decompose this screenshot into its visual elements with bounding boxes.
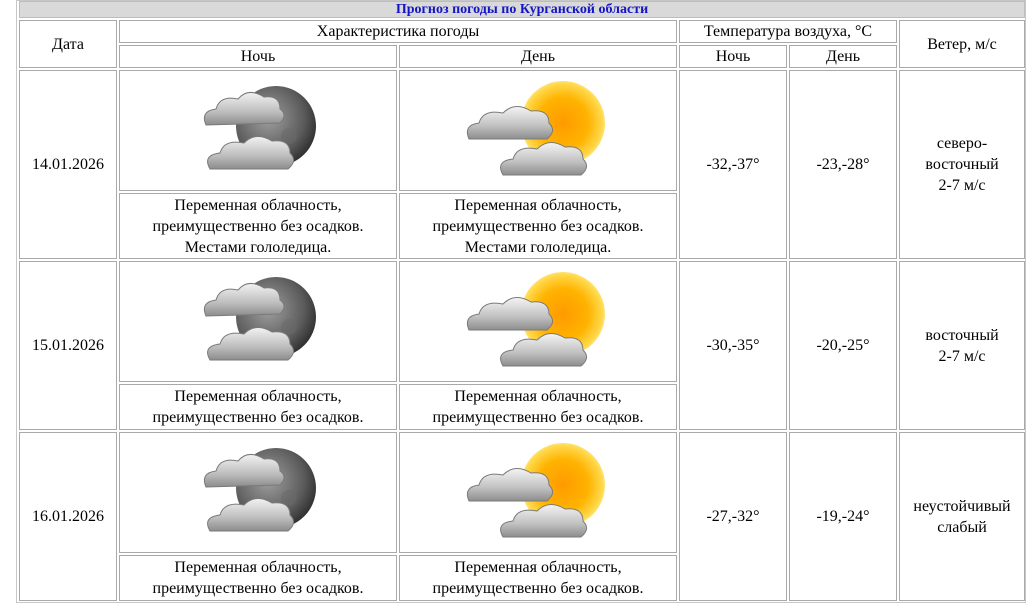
- night-weather-icon-cell: [119, 261, 397, 382]
- date-cell: 14.01.2026: [19, 70, 117, 259]
- temp-night-cell: -30,-35°: [679, 261, 787, 430]
- wind-cell: [899, 432, 1025, 601]
- date-cell: 15.01.2026: [19, 261, 117, 430]
- day-description-line: Местами гололедица.: [464, 238, 612, 256]
- day-description-line: преимущественно без осадков.: [432, 580, 644, 597]
- day-description: [399, 193, 677, 259]
- table-title: Прогноз погоды по Курганской области: [19, 1, 1025, 18]
- header-night: Ночь: [119, 45, 397, 68]
- header-day: День: [399, 45, 677, 68]
- night-description-line: Местами гололедица.: [184, 238, 332, 256]
- header-air-temperature: Температура воздуха, °C: [679, 20, 897, 43]
- temp-night-cell: -32,-37°: [679, 70, 787, 259]
- temp-night-cell: -27,-32°: [679, 432, 787, 601]
- forecast-table: [17, 0, 1027, 603]
- header-temp-night: Ночь: [679, 45, 787, 68]
- partly-cloudy-day-icon: [463, 272, 613, 372]
- date-cell: 16.01.2026: [19, 432, 117, 601]
- wind-line: 2-7 м/с: [938, 177, 986, 194]
- night-description-line: Переменная облачность,: [174, 559, 342, 576]
- day-description: [399, 384, 677, 430]
- header-weather-characteristic: Характеристика погоды: [119, 20, 677, 43]
- wind-line: слабый: [937, 518, 987, 536]
- wind-cell: [899, 70, 1025, 259]
- temp-day-cell: -20,-25°: [789, 261, 897, 430]
- night-weather-icon-cell: [119, 70, 397, 191]
- partly-cloudy-night-icon: [194, 443, 322, 543]
- day-description-line: Переменная облачность,: [454, 388, 622, 405]
- day-description-line: преимущественно без осадков.: [432, 409, 644, 426]
- night-description: [119, 555, 397, 601]
- forecast-row: [19, 70, 1025, 191]
- forecast-row: [19, 432, 1025, 553]
- night-weather-icon-cell: [119, 432, 397, 553]
- temp-day-cell: -19,-24°: [789, 432, 897, 601]
- header-temp-day: День: [789, 45, 897, 68]
- day-description: [399, 555, 677, 601]
- forecast-panel: [16, 0, 1026, 603]
- wind-line: 2-7 м/с: [938, 347, 986, 365]
- wind-line: неустойчивый: [913, 497, 1011, 515]
- day-description-line: Переменная облачность,: [454, 559, 622, 576]
- temp-day-cell: -23,-28°: [789, 70, 897, 259]
- forecast-row: [19, 261, 1025, 382]
- header-wind: Ветер, м/с: [899, 20, 1025, 68]
- wind-cell: [899, 261, 1025, 430]
- partly-cloudy-day-icon: [463, 443, 613, 543]
- night-description-line: преимущественно без осадков.: [152, 580, 364, 597]
- header-date: Дата: [19, 20, 117, 68]
- day-description-line: преимущественно без осадков.: [432, 217, 644, 235]
- night-description-line: преимущественно без осадков.: [152, 217, 364, 235]
- day-weather-icon-cell: [399, 432, 677, 553]
- partly-cloudy-day-icon: [463, 81, 613, 181]
- night-description-line: Переменная облачность,: [174, 388, 342, 405]
- night-description-line: Переменная облачность,: [174, 196, 342, 214]
- wind-line: северо-: [936, 135, 988, 152]
- partly-cloudy-night-icon: [194, 81, 322, 181]
- day-weather-icon-cell: [399, 70, 677, 191]
- day-description-line: Переменная облачность,: [454, 196, 622, 214]
- night-description: [119, 193, 397, 259]
- forecast-rows: [19, 70, 1025, 601]
- night-description-line: преимущественно без осадков.: [152, 409, 364, 426]
- night-description: [119, 384, 397, 430]
- wind-line: восточный: [925, 326, 999, 344]
- day-weather-icon-cell: [399, 261, 677, 382]
- wind-line: восточный: [925, 156, 999, 173]
- partly-cloudy-night-icon: [194, 272, 322, 372]
